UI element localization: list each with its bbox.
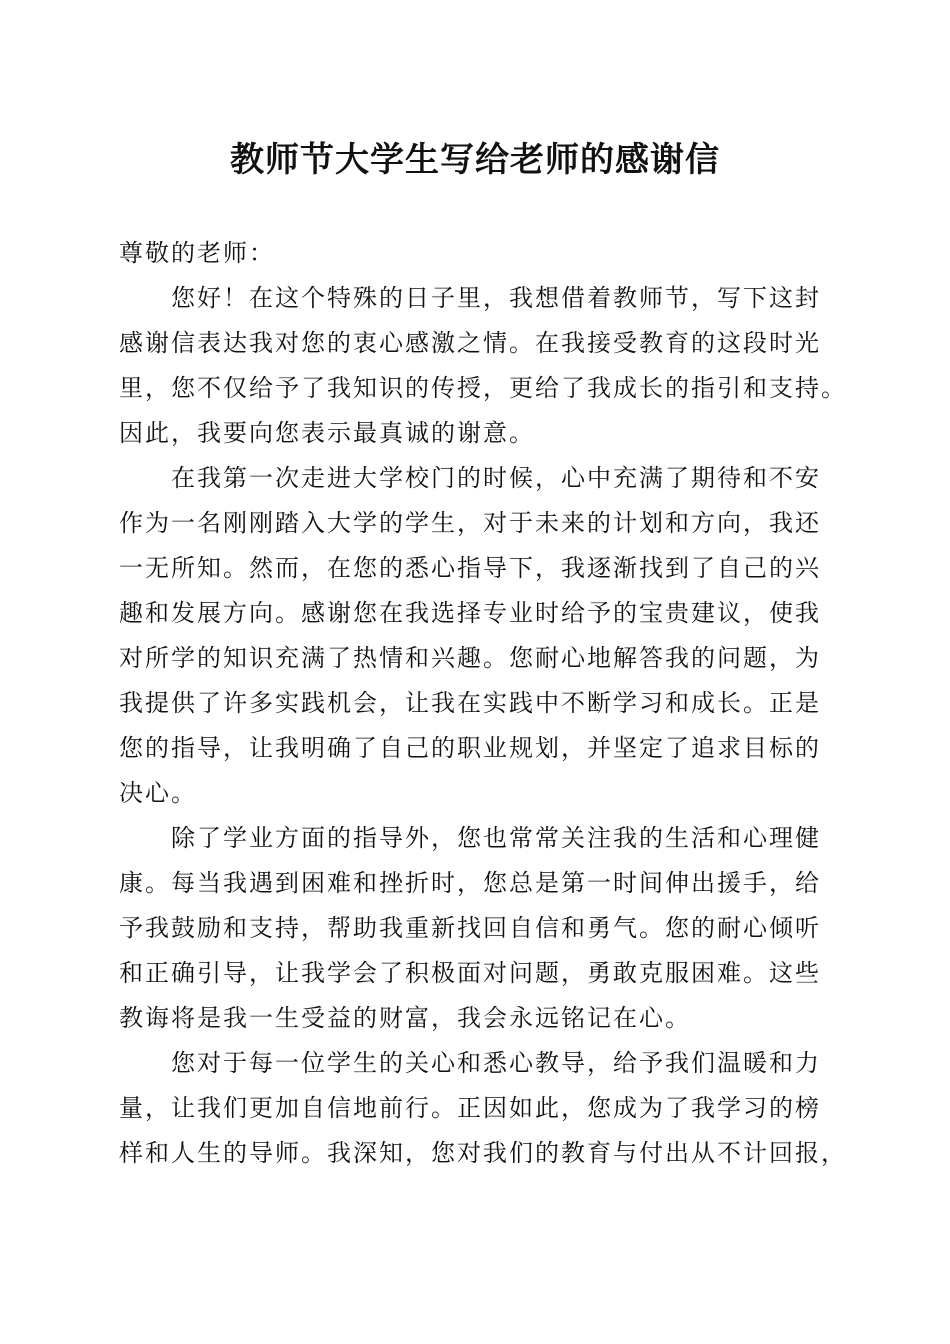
- salutation: 尊敬的老师：: [119, 239, 275, 267]
- paragraph-1-line-3: 里，您不仅给予了我知识的传授，更给了我成长的指引和支持。: [119, 374, 847, 402]
- document-title: 教师节大学生写给老师的感谢信: [230, 140, 720, 180]
- paragraph-2-line-7: 您的指导，让我明确了自己的职业规划，并坚定了追求目标的: [119, 734, 821, 762]
- paragraph-2-line-3: 一无所知。然而，在您的悉心指导下，我逐渐找到了自己的兴: [119, 554, 821, 582]
- paragraph-4-line-2: 量，让我们更加自信地前行。正因如此，您成为了我学习的榜: [119, 1094, 821, 1122]
- paragraph-1-line-2: 感谢信表达我对您的衷心感激之情。在我接受教育的这段时光: [119, 329, 821, 357]
- paragraph-3-line-4: 和正确引导，让我学会了积极面对问题，勇敢克服困难。这些: [119, 959, 821, 987]
- paragraph-2-line-4: 趣和发展方向。感谢您在我选择专业时给予的宝贵建议，使我: [119, 599, 821, 627]
- paragraph-2-line-6: 我提供了许多实践机会，让我在实践中不断学习和成长。正是: [119, 689, 821, 717]
- paragraph-1-line-4: 因此，我要向您表示最真诚的谢意。: [119, 419, 535, 447]
- paragraph-3-line-1: 除了学业方面的指导外，您也常常关注我的生活和心理健: [171, 824, 821, 852]
- paragraph-4-line-3: 样和人生的导师。我深知，您对我们的教育与付出从不计回报，: [119, 1139, 847, 1167]
- paragraph-2-line-2: 作为一名刚刚踏入大学的学生，对于未来的计划和方向，我还: [119, 509, 821, 537]
- paragraph-3-line-3: 予我鼓励和支持，帮助我重新找回自信和勇气。您的耐心倾听: [119, 914, 821, 942]
- paragraph-2-line-8: 决心。: [119, 779, 197, 807]
- letter-body: [119, 231, 847, 1176]
- paragraph-4-line-1: 您对于每一位学生的关心和悉心教导，给予我们温暖和力: [171, 1049, 821, 1077]
- paragraph-3-line-2: 康。每当我遇到困难和挫折时，您总是第一时间伸出援手，给: [119, 869, 821, 897]
- paragraph-2-line-1: 在我第一次走进大学校门的时候，心中充满了期待和不安: [171, 464, 821, 492]
- paragraph-3-line-5: 教诲将是我一生受益的财富，我会永远铭记在心。: [119, 1004, 691, 1032]
- paragraph-2-line-5: 对所学的知识充满了热情和兴趣。您耐心地解答我的问题，为: [119, 644, 821, 672]
- paragraph-1-line-1: 您好！在这个特殊的日子里，我想借着教师节，写下这封: [171, 284, 821, 312]
